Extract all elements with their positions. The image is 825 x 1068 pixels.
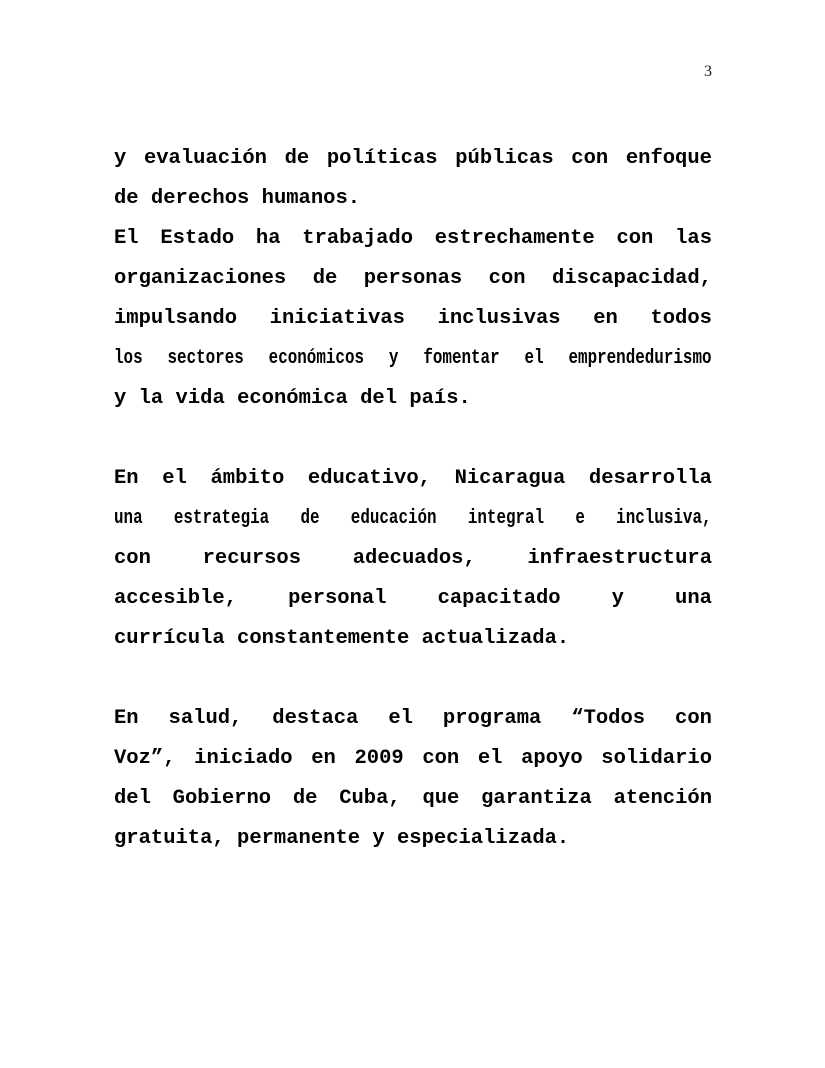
word: infraestructura <box>527 547 712 570</box>
word: todos <box>650 307 712 330</box>
word: y <box>114 147 127 170</box>
word: evaluación <box>143 147 267 170</box>
paragraph <box>114 219 712 419</box>
word: estrategia <box>173 507 270 530</box>
word: una <box>675 587 712 610</box>
text-line <box>114 219 712 259</box>
word: económica <box>237 387 348 410</box>
word: ámbito <box>210 467 285 490</box>
word: y <box>372 827 385 850</box>
word: recursos <box>202 547 302 570</box>
word-space <box>249 179 261 219</box>
word: Cuba, <box>339 787 401 810</box>
word: educativo, <box>307 467 431 490</box>
word: Estado <box>160 227 235 250</box>
word: solidario <box>601 747 712 770</box>
word: de <box>114 187 139 210</box>
word: el <box>388 707 413 730</box>
word: una <box>114 507 143 530</box>
word: Nicaragua <box>454 467 566 490</box>
word: ha <box>255 227 281 250</box>
paragraph-gap <box>114 659 712 699</box>
text-line <box>114 339 712 379</box>
word: sectores <box>167 347 244 370</box>
word: educación <box>350 507 437 530</box>
word: con <box>616 227 654 250</box>
word: vida <box>175 387 225 410</box>
word: con <box>114 547 151 570</box>
word: discapacidad, <box>552 267 712 290</box>
word: públicas <box>455 147 554 170</box>
text-line <box>114 259 712 299</box>
word: con <box>571 147 609 170</box>
word: el <box>477 747 503 770</box>
word: iniciado <box>194 747 293 770</box>
paragraph <box>114 139 712 219</box>
word-space <box>397 379 409 419</box>
word: de <box>300 507 320 530</box>
word: inclusivas <box>437 307 561 330</box>
word: económicos <box>268 347 365 370</box>
text-line <box>114 539 712 579</box>
text-line <box>114 739 712 779</box>
word: destaca <box>272 707 359 730</box>
word: emprendedurismo <box>568 347 712 370</box>
word: adecuados, <box>352 547 476 570</box>
text-line <box>114 179 712 219</box>
word: que <box>422 787 460 810</box>
word: En <box>114 467 139 490</box>
word: el <box>162 467 187 490</box>
text-line <box>114 499 712 539</box>
text-line <box>114 779 712 819</box>
text-line <box>114 619 712 659</box>
word: salud, <box>168 707 243 730</box>
word: garantiza <box>481 787 592 810</box>
word-space <box>409 619 421 659</box>
word: trabajado <box>302 227 413 250</box>
text-line <box>114 299 712 339</box>
word: Gobierno <box>172 787 272 810</box>
word: El <box>114 227 139 250</box>
text-line <box>114 459 712 499</box>
text-line <box>114 699 712 739</box>
word: especializada. <box>397 827 570 850</box>
word: con <box>422 747 460 770</box>
text-line <box>114 819 712 859</box>
word: humanos. <box>261 187 361 210</box>
word-space <box>225 619 237 659</box>
word: con <box>488 267 526 290</box>
word: de <box>284 147 310 170</box>
word: derechos <box>150 187 250 210</box>
word: y <box>114 387 127 410</box>
word: gratuita, <box>114 827 225 850</box>
word: con <box>675 707 712 730</box>
word: apoyo <box>521 747 583 770</box>
document-body <box>114 139 712 859</box>
word-space <box>126 379 138 419</box>
word: de <box>312 267 338 290</box>
paragraph <box>114 459 712 659</box>
word: la <box>138 387 164 410</box>
text-line <box>114 139 712 179</box>
word: organizaciones <box>114 267 287 290</box>
word: “Todos <box>571 707 646 730</box>
word: programa <box>442 707 542 730</box>
word: personal <box>288 587 387 610</box>
word: personas <box>363 267 463 290</box>
word: y <box>611 587 624 610</box>
word: Voz”, <box>114 747 176 770</box>
word: enfoque <box>625 147 712 170</box>
word: iniciativas <box>269 307 405 330</box>
word-space <box>225 819 237 859</box>
word: las <box>675 227 712 250</box>
word: desarrolla <box>588 467 712 490</box>
word: integral <box>467 507 545 530</box>
word: inclusiva, <box>616 507 712 530</box>
word: impulsando <box>114 307 238 330</box>
word: el <box>524 347 544 370</box>
word: del <box>114 787 151 810</box>
word: políticas <box>326 147 438 170</box>
word: país. <box>409 387 471 410</box>
text-line <box>114 379 712 419</box>
word: currícula <box>114 627 225 650</box>
word: y <box>388 347 399 370</box>
word: los <box>114 347 143 370</box>
paragraph <box>114 699 712 859</box>
word: actualizada. <box>421 627 570 650</box>
word-space <box>163 379 175 419</box>
text-line <box>114 579 712 619</box>
word-space <box>225 379 237 419</box>
word: constantemente <box>237 627 410 650</box>
word-space <box>139 179 151 219</box>
page-number: 3 <box>704 63 712 80</box>
word: del <box>360 387 398 410</box>
word: en <box>311 747 336 770</box>
word: accesible, <box>114 587 238 610</box>
word: fomentar <box>423 347 500 370</box>
word: de <box>292 787 318 810</box>
word-space <box>385 819 397 859</box>
word: en <box>593 307 618 330</box>
word-space <box>348 379 360 419</box>
word: En <box>114 707 139 730</box>
word: capacitado <box>437 587 561 610</box>
paragraph-gap <box>114 419 712 459</box>
word-space <box>360 819 372 859</box>
word: 2009 <box>354 747 404 770</box>
word: e <box>575 507 585 530</box>
word: estrechamente <box>434 227 595 250</box>
word: atención <box>613 787 712 810</box>
word: permanente <box>237 827 361 850</box>
